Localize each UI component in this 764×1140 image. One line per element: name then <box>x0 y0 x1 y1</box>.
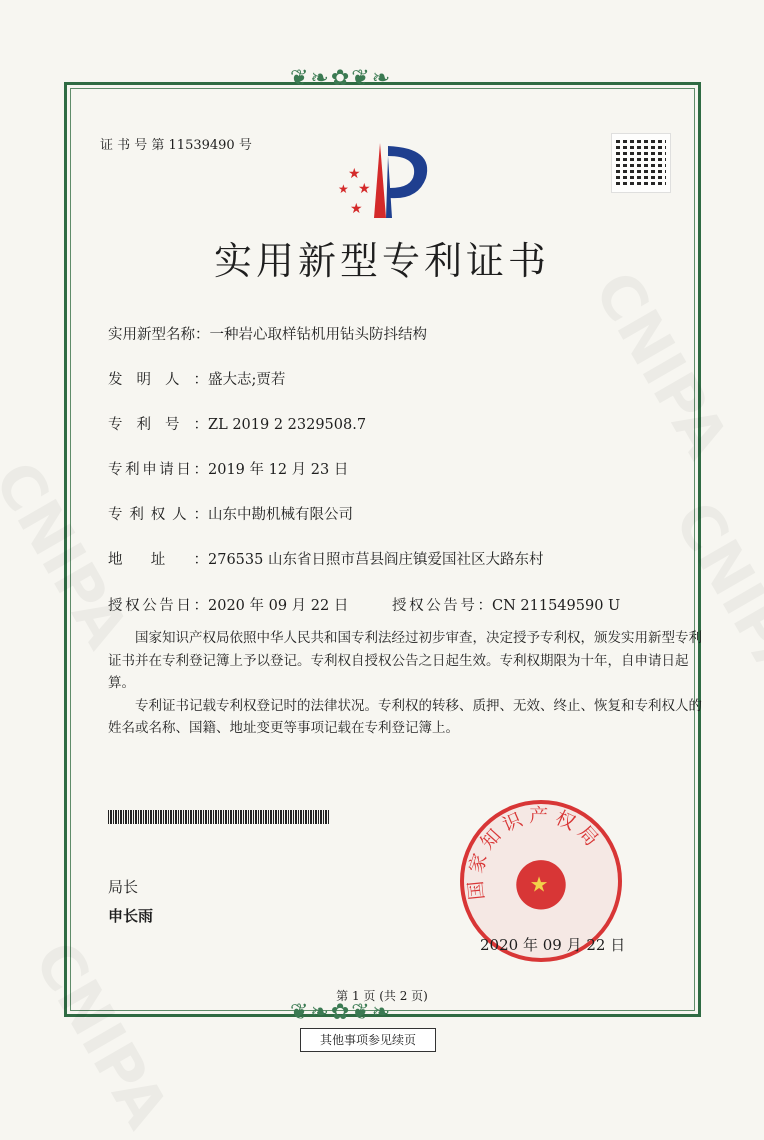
ornament-top: ❦❧✿❦❧ <box>290 66 393 91</box>
barcode <box>108 810 330 824</box>
qr-code <box>612 134 670 192</box>
field-application-date: 专利申请日：2019 年 12 月 23 日 <box>108 462 349 478</box>
field-patent-number: 专利号：ZL 2019 2 2329508.7 <box>108 417 367 433</box>
certificate-title: 实用新型专利证书 <box>213 239 550 283</box>
field-announcement-number: 授权公告号：CN 211549590 U <box>392 598 621 614</box>
svg-text:★: ★ <box>358 181 371 197</box>
field-inventor: 发明人：盛大志;贾若 <box>108 372 286 388</box>
field-grant-date: 授权公告日：2020 年 09 月 22 日 <box>108 598 349 614</box>
ornament-bottom: ❦❧✿❦❧ <box>290 1000 393 1025</box>
svg-text:★: ★ <box>529 872 549 897</box>
field-address: 地址：276535 山东省日照市莒县阎庄镇爱国社区大路东村 <box>108 552 544 568</box>
director-title: 局长 <box>108 878 139 896</box>
cnipa-logo <box>330 138 440 218</box>
certificate-number: 证 书 号 第 11539490 号 <box>100 138 252 153</box>
field-utility-model-name: 实用新型名称：一种岩心取样钻机用钻头防抖结构 <box>108 327 427 343</box>
field-patentee: 专利权人：山东中勘机械有限公司 <box>108 507 353 523</box>
svg-text:国家知识产权局: 国家知识产权局 <box>464 804 607 902</box>
svg-text:★: ★ <box>338 182 349 196</box>
director-name: 申长雨 <box>108 907 154 925</box>
certificate-statement <box>108 627 706 740</box>
seal-date: 2020 年 09 月 22 日 <box>480 936 626 954</box>
svg-text:★: ★ <box>350 201 363 217</box>
page-indicator: 第 1 页 (共 2 页) <box>336 989 428 1003</box>
statement-paragraph: 国家知识产权局依照中华人民共和国专利法经过初步审查，决定授予专利权，颁发实用新型专利证书并在专利登记簿上予以登记。专利权自授权公告之日起生效。专利权期限为十年，自申请日起算。 <box>108 630 702 691</box>
continuation-note: 其他事项参见续页 <box>300 1028 436 1052</box>
svg-text:★: ★ <box>348 166 361 182</box>
statement-paragraph: 专利证书记载专利权登记时的法律状况。专利权的转移、质押、无效、终止、恢复和专利权人的姓名或名称、国籍、地址变更等事项记载在专利登记簿上。 <box>108 697 702 736</box>
